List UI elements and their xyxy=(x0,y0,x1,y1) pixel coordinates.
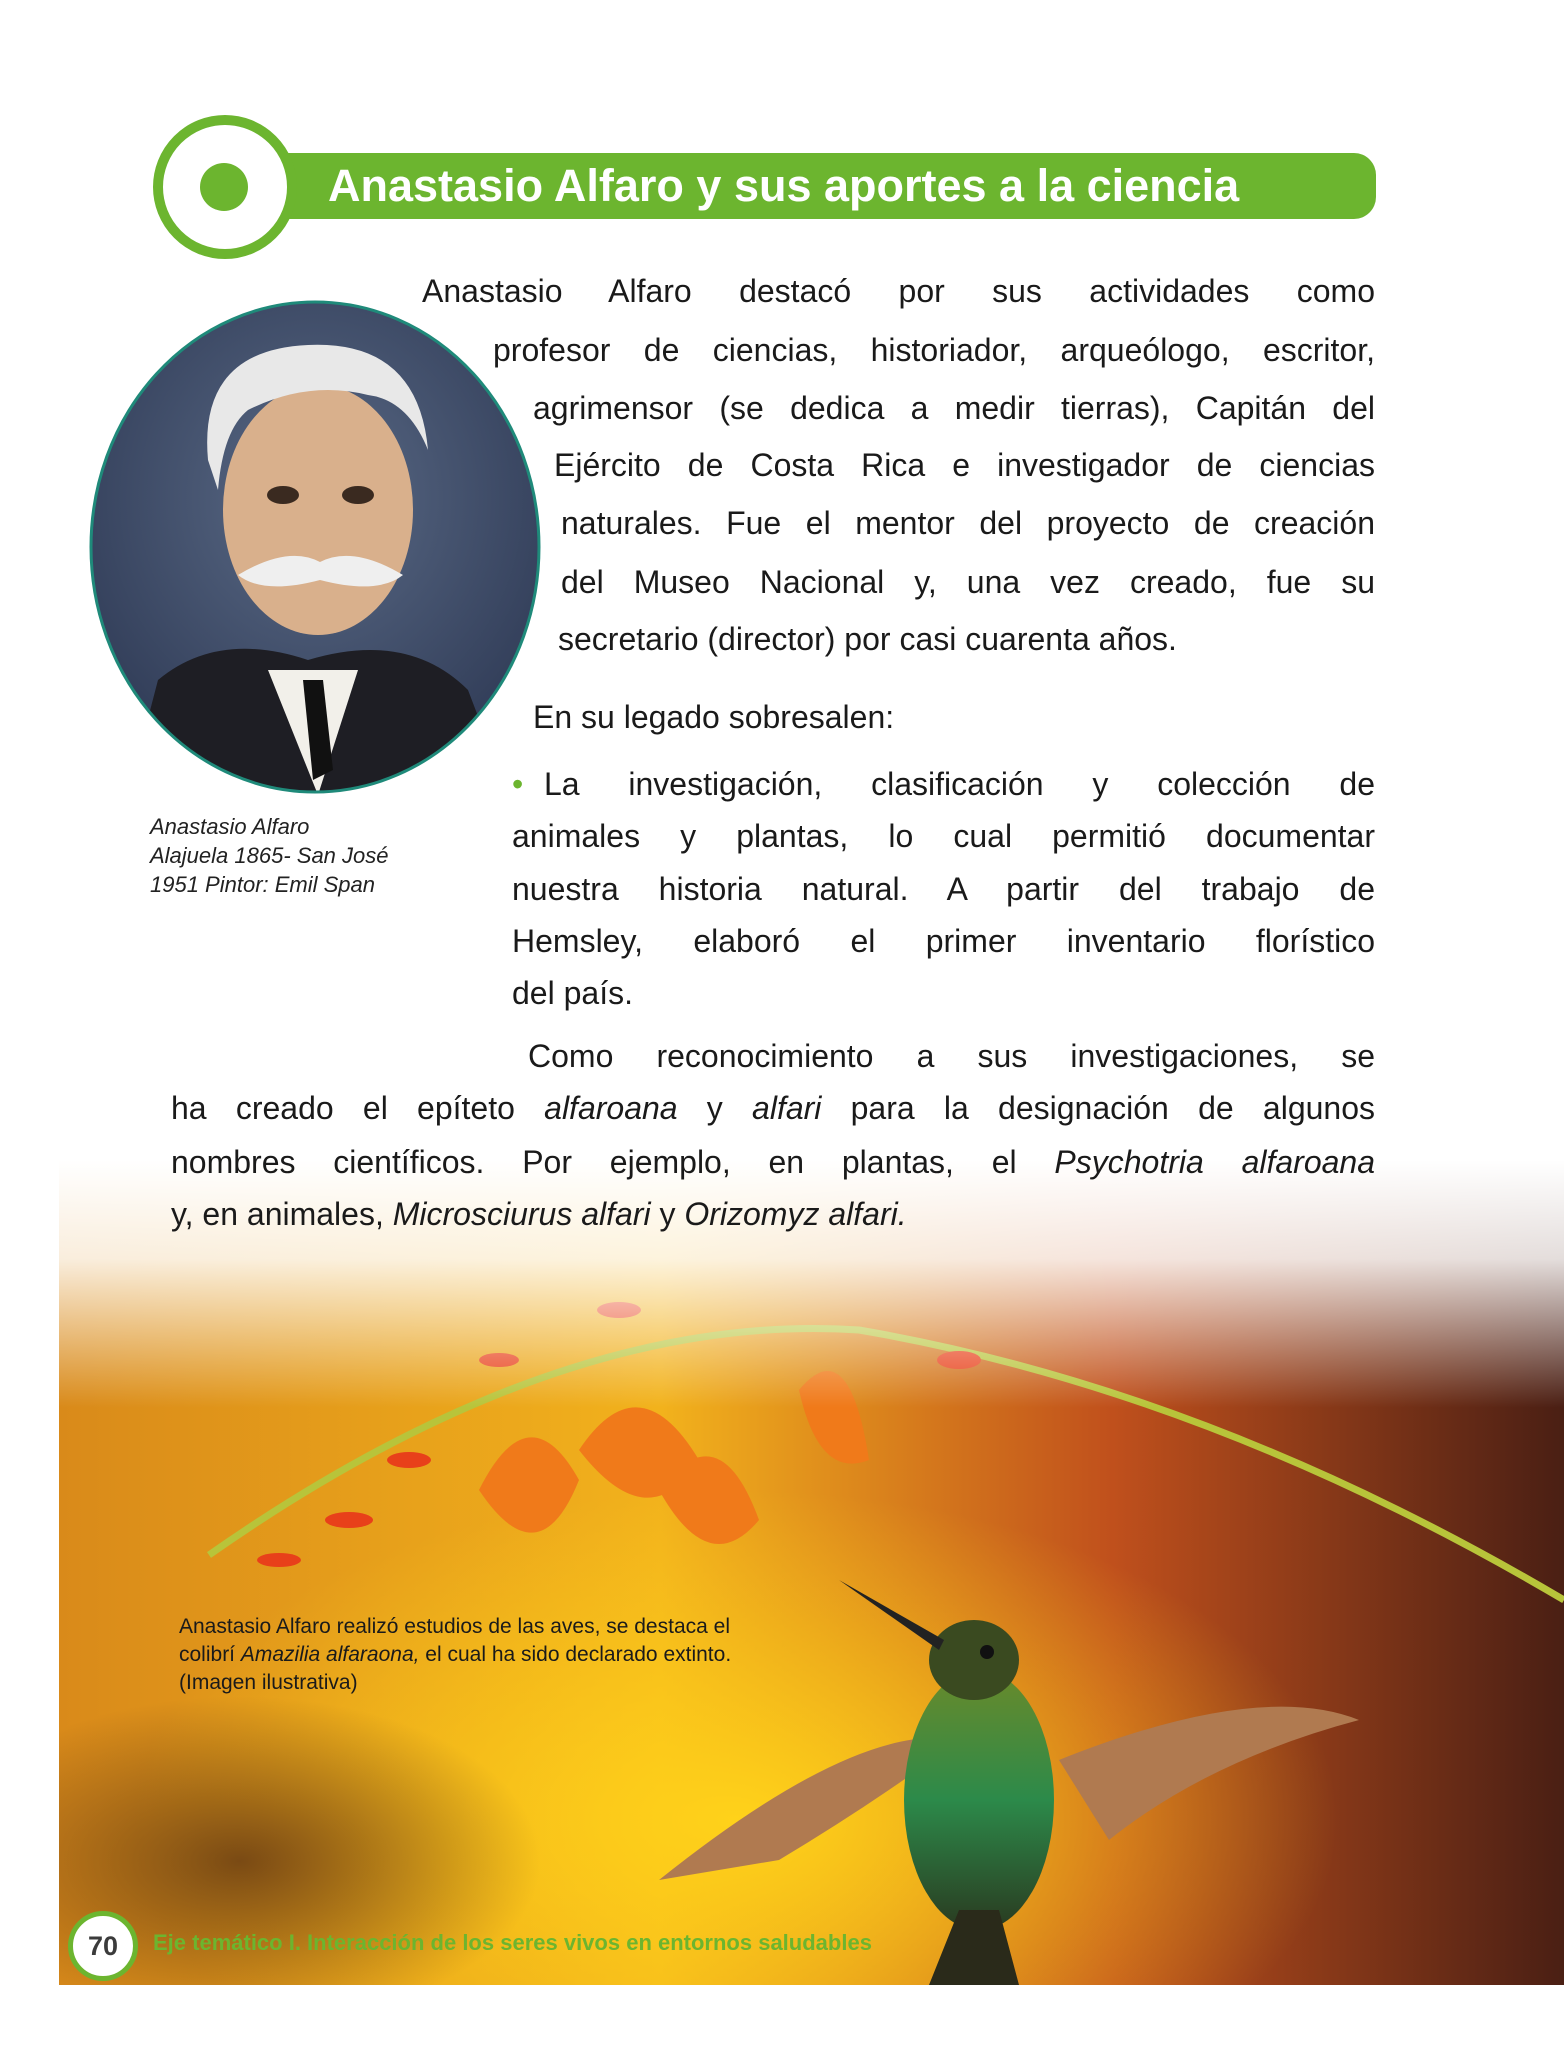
text-segment: nombres científicos. Por ejemplo, en plantas, el xyxy=(171,1144,1055,1180)
title-dot-icon xyxy=(200,163,248,211)
text-segment: y xyxy=(677,1090,753,1126)
photo-caption-line xyxy=(179,1669,731,1697)
text-segment: Anastasio Alfaro realizó estudios de las aves, se destaca el xyxy=(179,1615,730,1638)
text-segment: Como reconocimiento a sus investigaciones, se xyxy=(528,1038,1375,1074)
bullet-line xyxy=(512,810,1375,862)
text-segment: colibrí xyxy=(179,1643,241,1666)
legacy-heading: En su legado sobresalen: xyxy=(533,699,895,735)
recognition-line xyxy=(171,1136,1375,1188)
recognition-line xyxy=(171,1188,1375,1240)
photo-caption-line xyxy=(179,1613,731,1641)
text-segment: Anastasio Alfaro destacó por sus actividades como xyxy=(422,273,1375,309)
page-title: Anastasio Alfaro y sus aportes a la ciencia xyxy=(328,160,1240,211)
text-segment: y xyxy=(650,1196,685,1232)
photo-caption-line xyxy=(179,1641,731,1669)
photo-caption xyxy=(179,1613,731,1697)
recognition-line xyxy=(171,1082,1375,1134)
text-segment: para la designación de algunos xyxy=(821,1090,1376,1126)
portrait-caption-line: 1951 Pintor: Emil Span xyxy=(150,872,376,897)
hummingbird-photo xyxy=(59,1160,1564,1985)
intro-line xyxy=(422,265,1375,317)
text-segment: profesor de ciencias, historiador, arqueólogo, escritor, xyxy=(493,332,1375,368)
intro-line xyxy=(561,497,1375,549)
text-segment: La investigación, clasificación y colección de xyxy=(544,766,1375,802)
text-segment: del país. xyxy=(512,975,633,1011)
text-segment: y, en animales, xyxy=(171,1196,393,1232)
italic-term: Amazilia alfaraona, xyxy=(240,1643,420,1666)
italic-term: Orizomyz alfari. xyxy=(684,1196,907,1232)
intro-line xyxy=(493,324,1375,376)
text-segment: del Museo Nacional y, una vez creado, fue su xyxy=(561,564,1375,600)
intro-line xyxy=(554,439,1375,491)
text-segment: naturales. Fue el mentor del proyecto de creación xyxy=(561,505,1375,541)
intro-line xyxy=(561,556,1375,608)
intro-line xyxy=(533,382,1375,434)
text-segment: (Imagen ilustrativa) xyxy=(179,1671,358,1694)
text-segment: Hemsley, elaboró el primer inventario florístico xyxy=(512,923,1375,959)
bullet-line xyxy=(544,758,1375,810)
text-segment: nuestra historia natural. A partir del trabajo de xyxy=(512,871,1375,907)
portrait-image xyxy=(88,300,542,795)
recognition-line xyxy=(528,1030,1375,1082)
bullet-line xyxy=(512,967,1375,1019)
text-segment: Ejército de Costa Rica e investigador de ciencias xyxy=(554,447,1375,483)
text-segment: ha creado el epíteto xyxy=(171,1090,545,1126)
portrait-caption xyxy=(150,812,389,899)
text-segment: secretario (director) por casi cuarenta años. xyxy=(558,621,1177,657)
portrait-caption-line: Anastasio Alfaro xyxy=(150,814,310,839)
portrait-caption-line: Alajuela 1865- San José xyxy=(150,843,389,868)
text-segment: animales y plantas, lo cual permitió documentar xyxy=(512,818,1375,854)
text-segment: el cual ha sido declarado extinto. xyxy=(419,1643,732,1666)
bullet-line xyxy=(512,863,1375,915)
italic-term: alfari xyxy=(752,1090,822,1126)
italic-term: Microsciurus alfari xyxy=(392,1196,651,1232)
footer-section-title: Eje temático I. Interacción de los seres vivos en entornos saludables xyxy=(153,1930,872,1955)
text-segment: agrimensor (se dedica a medir tierras), Capitán del xyxy=(533,390,1375,426)
italic-term: Psychotria alfaroana xyxy=(1054,1144,1376,1180)
italic-term: alfaroana xyxy=(544,1090,678,1126)
intro-line xyxy=(558,613,1375,665)
bullet-icon: • xyxy=(512,766,524,802)
page-number: 70 xyxy=(68,1911,138,1981)
bullet-line xyxy=(512,915,1375,967)
